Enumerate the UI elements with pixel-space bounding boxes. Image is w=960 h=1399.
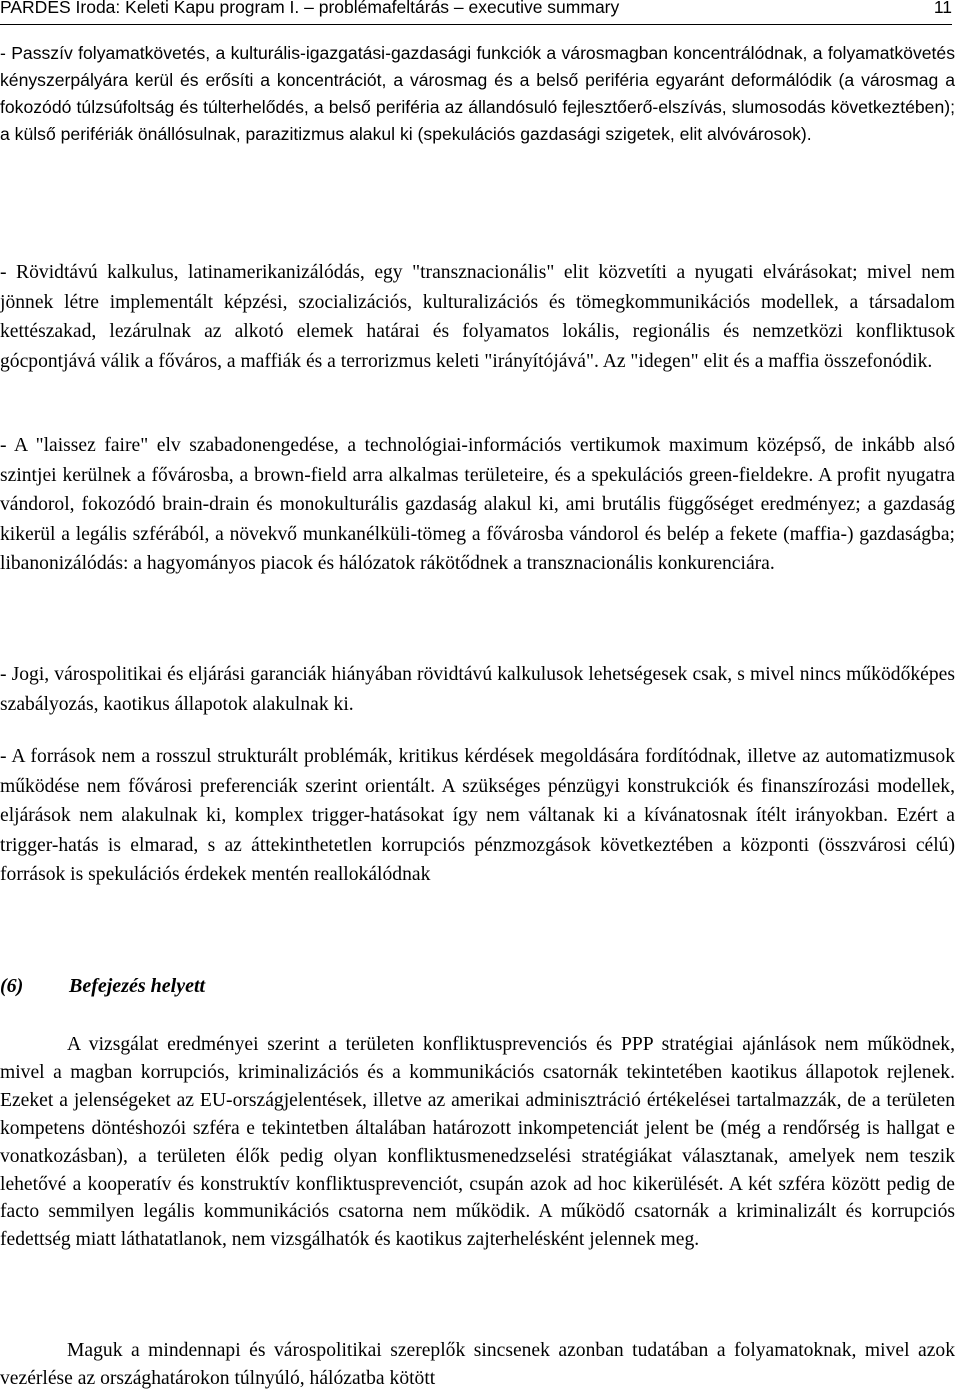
paragraph-legal-guarantees: - Jogi, várospolitikai és eljárási garanciák hiányában rövidtávú kalkulusok lehetségesek csak, s mivel nincs működőképes szabályozás, kaotikus állapotok alakulnak ki. [0, 664, 955, 715]
paragraph-everyday-actors: Maguk a mindennapi és várospolitikai szereplők sincsenek azonban tudatában a folyamatoknak, mivel azok vezérlése az országhatárokon túlnyúló, hálózatba kötött [0, 1340, 955, 1389]
header-title: PARDES Iroda: Keleti Kapu program I. – problémafeltárás – executive summary [0, 0, 620, 17]
running-header [0, 0, 952, 25]
paragraph-passive-tracking: - Passzív folyamatkövetés, a kulturális-igazgatási-gazdasági funkciók a városmagban koncentrálódnak, a folyamatkövetés kényszerpályára kerül és erősíti a koncentrációt, a városmag és a belső periféria egyaránt deformálódik (a városmag a fokozódó túlzsúfoltság és túlterhelődés, a belső periféria az állandósuló fejlesztőerő-elszívás, slumosodás következtében); a külső perifériák önállósulnak, parazitizmus alakul ki (spekulációs gazdasági szigetek, elit alvóvárosok). [0, 43, 955, 145]
paragraph-laissez-faire: - A "laissez faire" elv szabadonengedése, a technológiai-információs vertikumok maximum középső, de inkább alsó szintjei kerülnek a fővárosba, a brown-field arra alkalmas területeire, és a spekulációs green-fieldekre. A profit nyugatra vándorol, fokozódó brain-drain és monokulturális gazdaság alakul ki, ami brutális függőséget eredményez; a gazdaság kikerül a legális szférából, a növekvő munkanélküli-tömeg a fővárosba vándorol és belép a fekete (maffia-) gazdaságba; libanonizálódás: a hagyományos piacok és hálózatok rákötődnek a transznacionális konkurenciára. [0, 435, 955, 575]
section-title: Befejezés helyett [69, 975, 206, 997]
paragraph-conclusion: A vizsgálat eredményei szerint a területen konfliktusprevenciós és PPP stratégiai ajánlások nem működnek, mivel a magban korrupciós, kriminalizációs és a kommunikációs csatornák tekintetében kaotikus állapotok rejlenek. Ezeket a jelenségeket az EU-országjelentések, illetve az amerikai adminisztráció értékelései tartalmazzák, de a területen kompetens döntéshozói szféra e tekintetben általában határozott inkompetenciát jelent be (még a rendőrség is hallgat e vonatkozásban), a területen élők pedig olyan konfliktusmenedzselési stratégiákat választanak, amelyek nem teszik lehetővé a kooperatív és konstruktív konfliktusprevenciót, csupán azok ad hoc kikerülését. A két szféra között pedig de facto semmilyen legális kommunikációs csatorna nem működik. A működő csatornák a kriminalizált és korrupciós fedettség miatt láthatatlanok, nem vizsgálhatók és kaotikus zajterhelésként jelennek meg. [0, 1034, 955, 1251]
paragraph-short-term-calculus: - Rövidtávú kalkulus, latinamerikanizálódás, egy "transznacionális" elit közvetíti a nyugati elvárásokat; mivel nem jönnek létre implementált képzési, szocializációs, kulturalizációs és tömegkommunikációs modellek, a társadalom kettészakad, lezárulnak az alkotó elemek határai és folyamatos lokális, regionális és nemzetközi konfliktusok gócpontjává válik a főváros, a maffiák és a terrorizmus keleti "irányítójává". Az "idegen" elit és a maffia összefonódik. [0, 262, 955, 372]
paragraph-resources: - A források nem a rosszul strukturált problémák, kritikus kérdések megoldására fordítódnak, illetve az automatizmusok működése nem fővárosi preferenciák szerint orientált. A szükséges pénzügyi konstrukciók és finanszírozási modellek, eljárások nem alakulnak ki, komplex trigger-hatásokat így nem váltanak ki a kívánatosnak ítélt irányokban. Ezért a trigger-hatás is elmarad, s az áttekinthetetlen korrupciós pénzmozgások következtében a központi (összvárosi célú) források is spekulációs érdekek mentén reallokálódnak [0, 746, 955, 886]
page-number: 11 [933, 0, 952, 17]
section-heading [0, 972, 205, 1000]
section-number: (6) [0, 975, 24, 997]
